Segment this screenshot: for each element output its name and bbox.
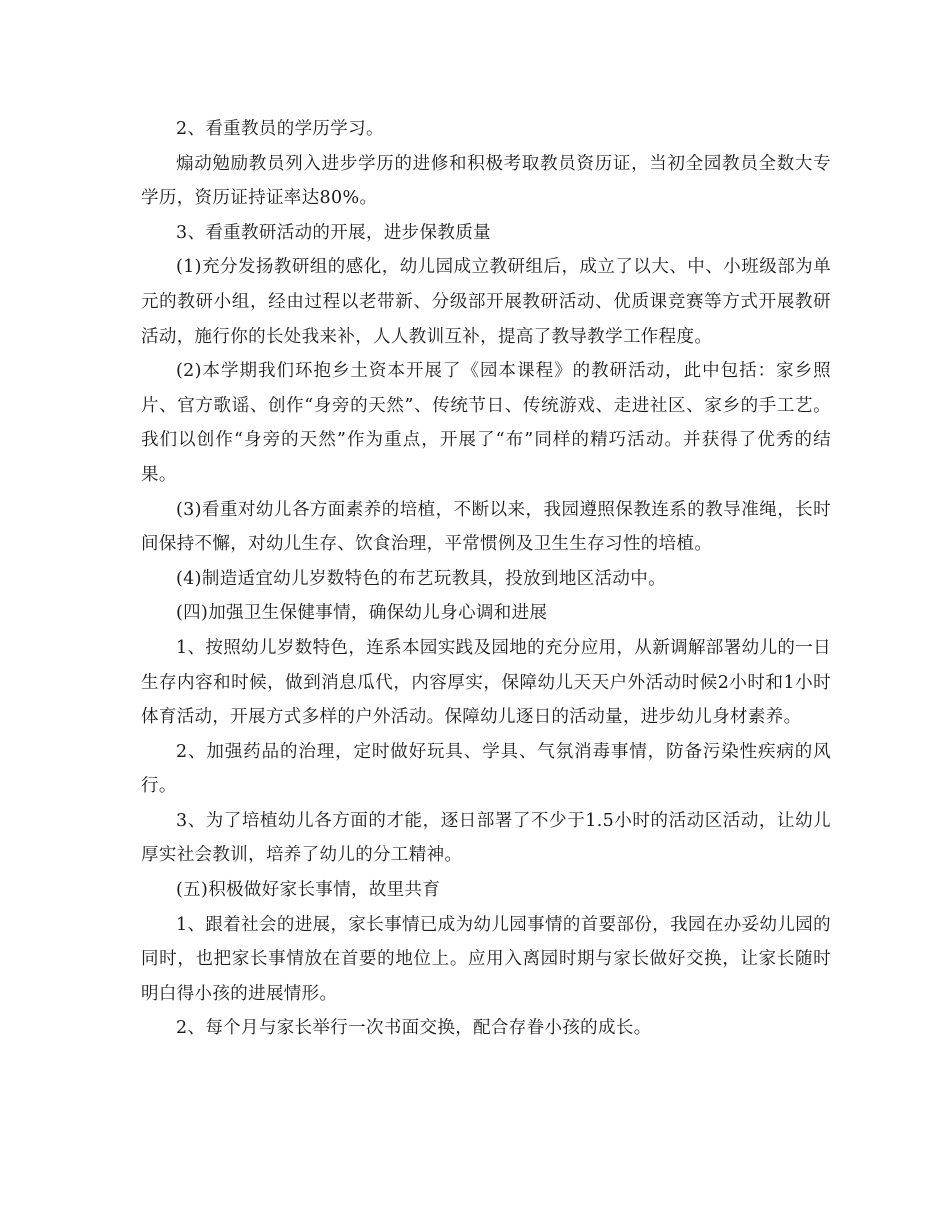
paragraph: 煽动勉励教员列入进步学历的进修和积极考取教员资历证，当初全园教员全数大专学历，资历证持证率达80%。: [141, 153, 831, 209]
paragraph: (3)看重对幼儿各方面素养的培植，不断以来，我园遵照保教连系的教导准绳，长时间保持不懈，对幼儿生存、饮食治理，平常惯例及卫生生存习性的培植。: [141, 499, 831, 555]
paragraph: 3、为了培植幼儿各方面的才能，逐日部署了不少于1.5小时的活动区活动，让幼儿厚实社会教训，培养了幼儿的分工精神。: [141, 810, 831, 866]
paragraph: 2、加强药品的治理，定时做好玩具、学具、气氛消毒事情，防备污染性疾病的风行。: [141, 741, 831, 797]
section-heading: (五)积极做好家长事情，故里共育: [176, 880, 441, 901]
document-body: [141, 112, 831, 1046]
paragraph: 1、按照幼儿岁数特色，连系本园实践及园地的充分应用，从新调解部署幼儿的一日生存内容和时候，做到消息瓜代，内容厚实，保障幼儿天天户外活动时候2小时和1小时体育活动，开展方式多样的户外活动。保障幼儿逐日的活动量，进步幼儿身材素养。: [141, 637, 831, 728]
paragraph: 2、每个月与家长举行一次书面交换，配合存眷小孩的成长。: [176, 1018, 652, 1039]
paragraph: 2、看重教员的学历学习。: [176, 119, 384, 139]
paragraph: 1、跟着社会的进展，家长事情已成为幼儿园事情的首要部份，我园在办妥幼儿园的同时，也把家长事情放在首要的地位上。应用入离园时期与家长做好交换，让家长随时明白得小孩的进展情形。: [141, 914, 831, 1004]
paragraph: (2)本学期我们环抱乡土资本开展了《园本课程》的教研活动，此中包括：家乡照片、官方歌谣、创作“身旁的天然”、传统节日、传统游戏、走进社区、家乡的手工艺。我们以创作“身旁的天然”作为重点，开展了“布”同样的精巧活动。并获得了优秀的结果。: [141, 361, 831, 485]
section-heading: (四)加强卫生保健事情，确保幼儿身心调和进展: [176, 603, 548, 624]
paragraph: 3、看重教研活动的开展，进步保教质量: [176, 222, 491, 243]
paragraph: (4)制造适宜幼儿岁数特色的布艺玩教具，投放到地区活动中。: [176, 568, 666, 589]
paragraph: (1)充分发扬教研组的感化，幼儿园成立教研组后，成立了以大、中、小班级部为单元的教研小组，经由过程以老带新、分级部开展教研活动、优质课竞赛等方式开展教研活动，施行你的长处我来补，人人教训互补，提高了教导教学工作程度。: [141, 257, 831, 347]
